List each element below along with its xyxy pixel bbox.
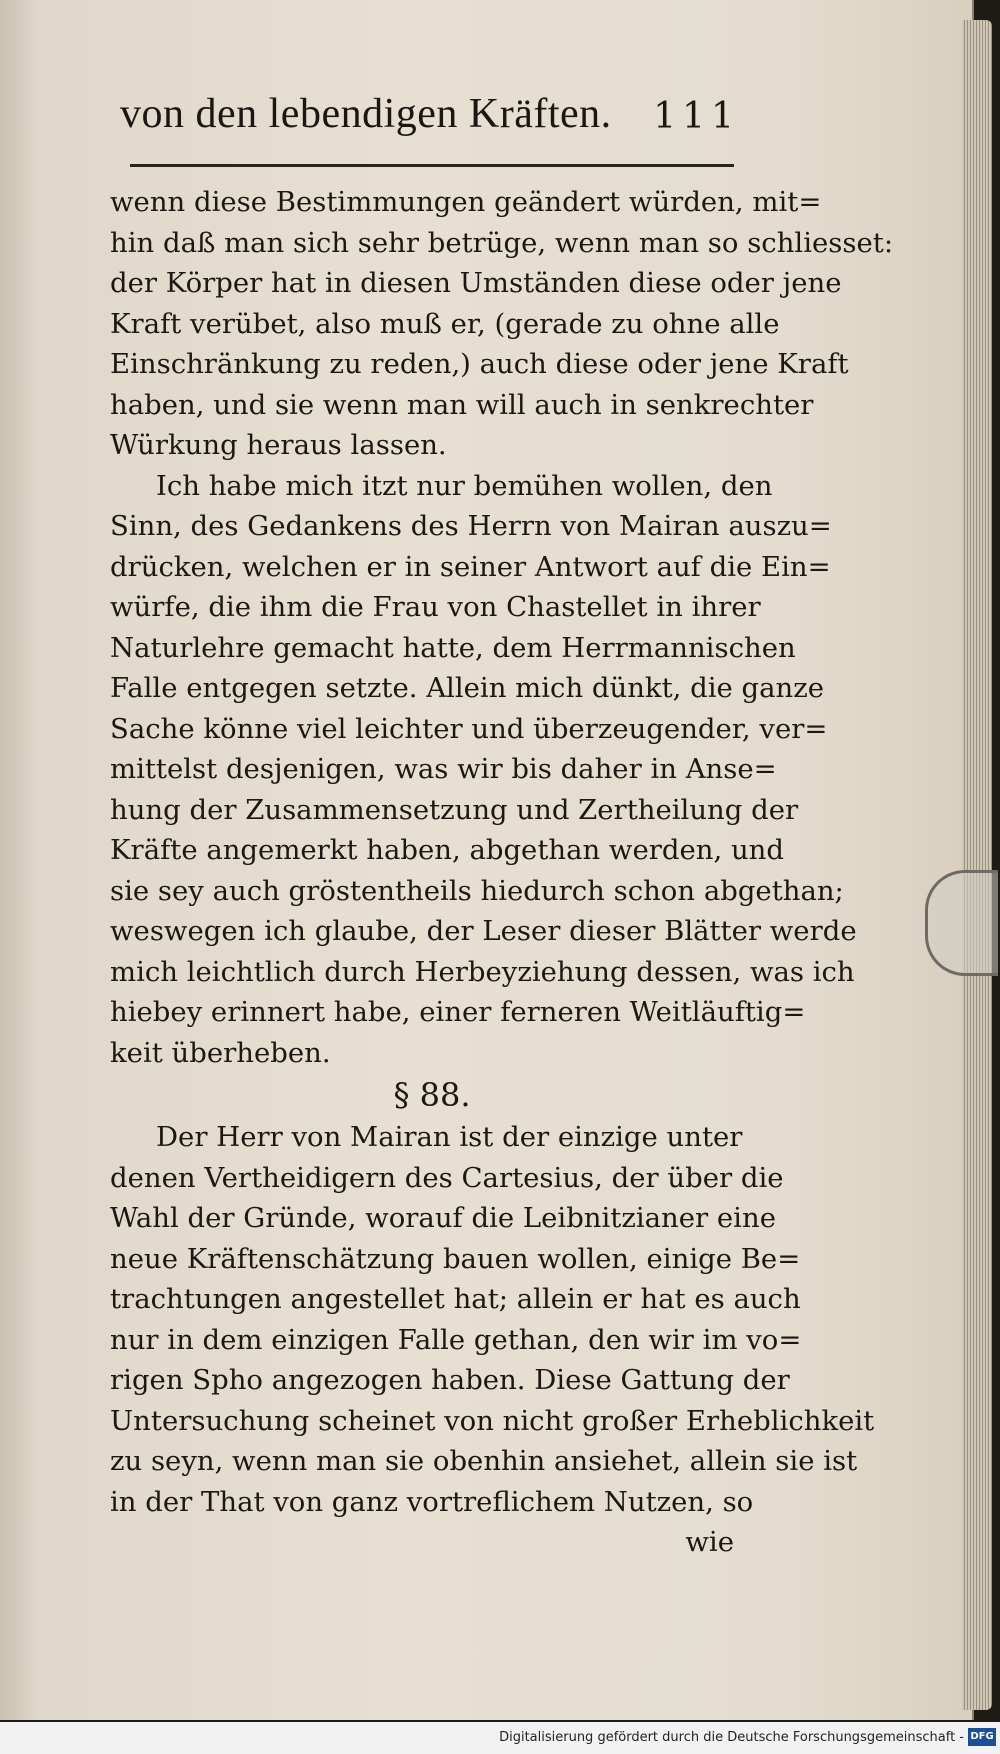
text-line: denen Vertheidigern des Cartesius, der über die bbox=[110, 1161, 784, 1194]
text-line: Einschränkung zu reden,) auch diese oder jene Kraft bbox=[110, 348, 849, 380]
book-clip bbox=[925, 870, 998, 976]
funding-credit: Digitalisierung gefördert durch die Deutsche Forschungsgemeinschaft - bbox=[499, 1730, 964, 1745]
text-line: Untersuchung scheinet von nicht großer Erheblichkeit bbox=[110, 1404, 875, 1437]
page-header bbox=[120, 90, 740, 150]
text-line: hin daß man sich sehr betrüge, wenn man so schliesset: bbox=[110, 226, 894, 259]
body-text bbox=[110, 182, 894, 1563]
text-line: nur in dem einzigen Falle gethan, den wir im vo= bbox=[110, 1323, 802, 1356]
text-line: Der Herr von Mairan ist der einzige unter bbox=[156, 1121, 743, 1153]
text-line: in der That von ganz vortreflichem Nutzen, so bbox=[110, 1485, 754, 1518]
text-line: sie sey auch gröstentheils hiedurch schon abgethan; bbox=[110, 874, 844, 907]
header-rule bbox=[130, 164, 734, 167]
text-line: wenn diese Bestimmungen geändert würden, mit= bbox=[110, 186, 822, 218]
text-line: drücken, welchen er in seiner Antwort auf die Ein= bbox=[110, 550, 831, 583]
dfg-logo: DFG bbox=[968, 1728, 996, 1746]
text-line: zu seyn, wenn man sie obenhin ansiehet, allein sie ist bbox=[110, 1445, 858, 1477]
text-line: neue Kräftenschätzung bauen wollen, einige Be= bbox=[110, 1242, 801, 1275]
text-line: haben, und sie wenn man will auch in senkrechter bbox=[110, 388, 814, 421]
text-line: Würkung heraus lassen. bbox=[110, 429, 447, 461]
running-head: von den lebendigen Kräften. bbox=[120, 91, 612, 137]
text-line: Ich habe mich itzt nur bemühen wollen, den bbox=[156, 469, 773, 502]
text-line: der Körper hat in diesen Umständen diese oder jene bbox=[110, 267, 842, 299]
catchword: wie bbox=[685, 1526, 734, 1558]
text-line: Kräfte angemerkt haben, abgethan werden, und bbox=[110, 834, 784, 866]
section-heading: § 88. bbox=[393, 1076, 471, 1114]
text-line: trachtungen angestellet hat; allein er hat es auch bbox=[110, 1283, 801, 1315]
text-line: würfe, die ihm die Frau von Chastellet in ihrer bbox=[110, 591, 761, 623]
text-line: Naturlehre gemacht hatte, dem Herrmannischen bbox=[110, 631, 796, 664]
text-line: keit überheben. bbox=[110, 1036, 331, 1069]
footer-bar bbox=[0, 1722, 1000, 1754]
page-edges bbox=[962, 20, 992, 1710]
page-number: 111 bbox=[653, 96, 740, 137]
text-line: Wahl der Gründe, worauf die Leibnitzianer eine bbox=[110, 1202, 776, 1234]
text-line: weswegen ich glaube, der Leser dieser Blätter werde bbox=[110, 915, 857, 947]
text-line: hung der Zusammensetzung und Zertheilung der bbox=[110, 793, 799, 826]
text-line: rigen Spho angezogen haben. Diese Gattung der bbox=[110, 1364, 790, 1396]
text-line: Sache könne viel leichter und überzeugender, ver= bbox=[110, 712, 828, 745]
text-line: hiebey erinnert habe, einer ferneren Weitläuftig= bbox=[110, 996, 806, 1028]
text-line: mittelst desjenigen, was wir bis daher in Anse= bbox=[110, 753, 777, 785]
text-line: Sinn, des Gedankens des Herrn von Mairan auszu= bbox=[110, 510, 832, 542]
text-line: Falle entgegen setzte. Allein mich dünkt, die ganze bbox=[110, 672, 825, 704]
text-line: mich leichtlich durch Herbeyziehung dessen, was ich bbox=[110, 955, 855, 988]
text-line: Kraft verübet, also muß er, (gerade zu ohne alle bbox=[110, 307, 780, 340]
